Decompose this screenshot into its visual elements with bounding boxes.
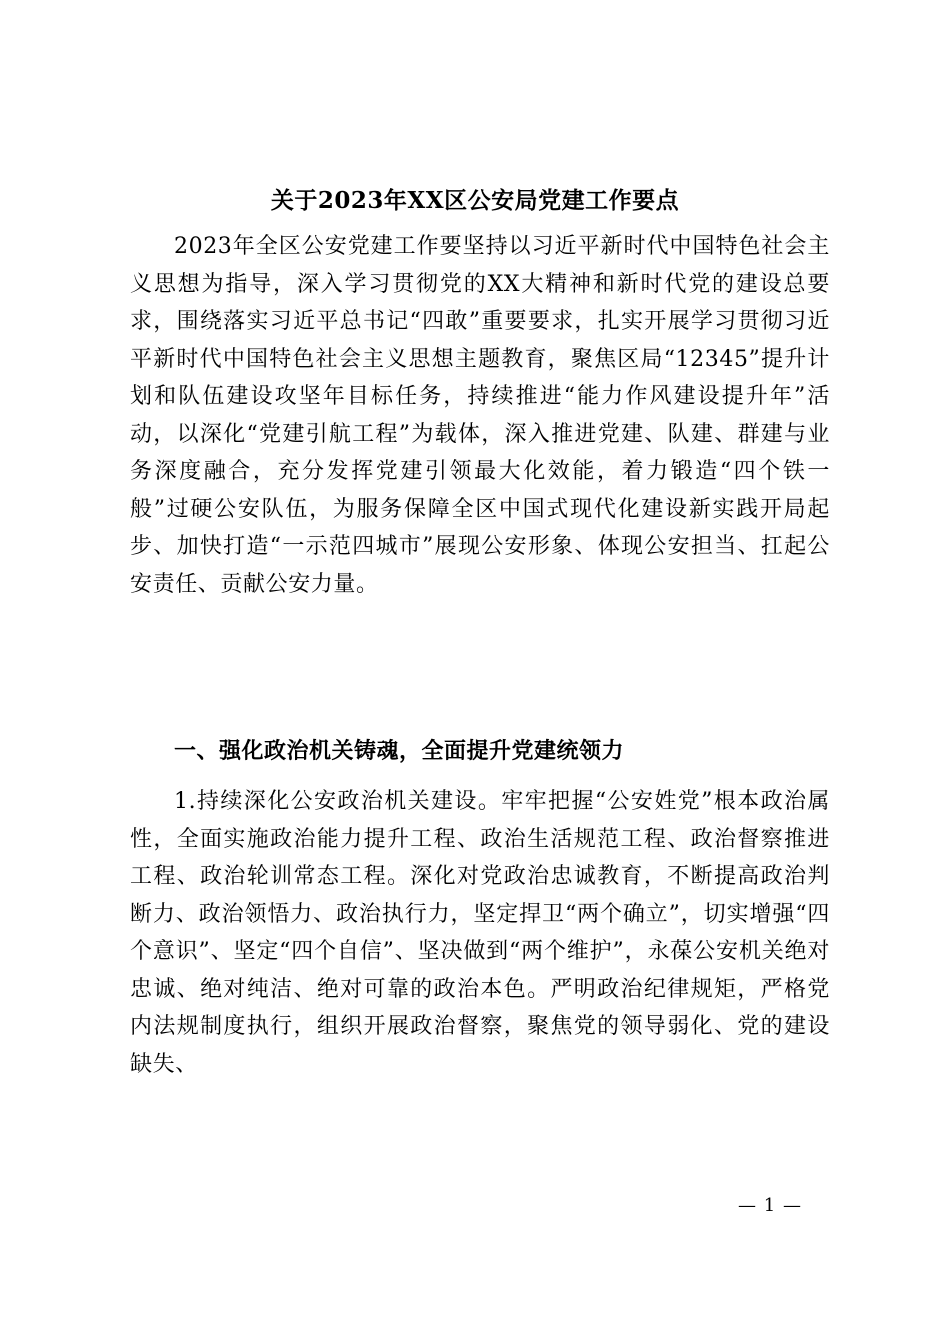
page-number: — 1 — [738,1195,802,1216]
intro-paragraph: 2023年全区公安党建工作要坚持以习近平新时代中国特色社会主义思想为指导，深入学习贯彻党的XX大精神和新时代党的建设总要求，围绕落实习近平总书记“四敢”重要要求，扎实开展学习贯彻习近平新时代中国特色社会主义思想主题教育，聚焦区局“12345”提升计划和队伍建设攻坚年目标任务，持续推进“能力作风建设提升年”活动，以深化“党建引航工程”为载体，深入推进党建、队建、群建与业务深度融合，充分发挥党建引领最大化效能，着力锻造“四个铁一般”过硬公安队伍，为服务保障全区中国式现代化建设新实践开局起步、加快打造“一示范四城市”展现公安形象、体现公安担当、扛起公安责任、贡献公安力量。 [130,234,830,597]
document-title: 关于2023年XX区公安局党建工作要点 [270,187,680,214]
section-heading-1: 一、强化政治机关铸魂，全面提升党建统领力 [174,739,625,764]
section-1-item-1-paragraph: 1.持续深化公安政治机关建设。牢牢把握“公安姓党”根本政治属性，全面实施政治能力提升工程、政治生活规范工程、政治督察推进工程、政治轮训常态工程。深化对党政治忠诚教育，不断提高政治判断力、政治领悟力、政治执行力，坚定捍卫“两个确立”，切实增强“四个意识”、坚定“四个自信”、坚决做到“两个维护”，永葆公安机关绝对忠诚、绝对纯洁、绝对可靠的政治本色。严明政治纪律规矩，严格党内法规制度执行，组织开展政治督察，聚焦党的领导弱化、党的建设缺失、 [130,789,830,1077]
